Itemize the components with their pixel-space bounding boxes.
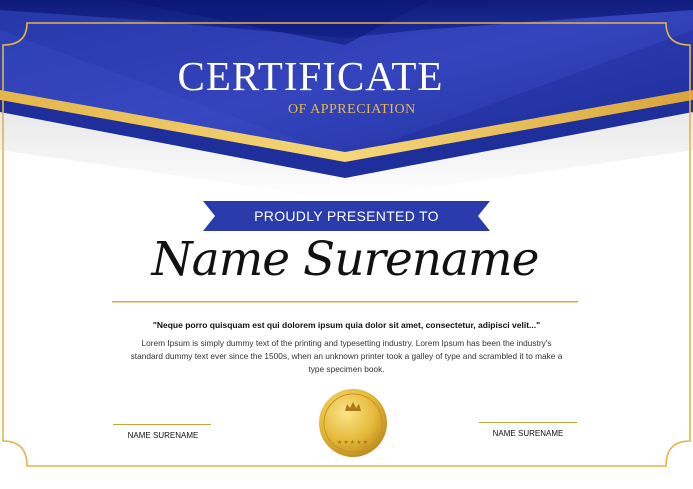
- signature-line-right: [479, 422, 577, 423]
- certificate-subtitle: OF APPRECIATION: [288, 102, 416, 117]
- presented-label: PROUDLY PRESENTED TO: [254, 208, 439, 224]
- gold-medal-icon: [319, 389, 387, 457]
- signature-line-left: [113, 424, 211, 425]
- name-underline: [112, 301, 578, 303]
- recipient-name: Name Surename: [151, 232, 539, 287]
- signature-name-left: NAME SURENAME: [127, 431, 199, 440]
- body-text: Lorem Ipsum is simply dummy text of the printing and typesetting industry. Lorem Ipsum has been the industry's standard dummy text ever since the 1500s, when an unknown printer took a galley of type and scrambled it to make a type specimen book.: [130, 338, 563, 374]
- svg-text:★★★★★: ★★★★★: [337, 439, 369, 446]
- quote-text: "Neque porro quisquam est qui dolorem ipsum quia dolor sit amet, consectetur, adipisci velit...": [152, 320, 541, 330]
- certificate-title: CERTIFICATE: [177, 53, 444, 99]
- signature-name-right: NAME SURENAME: [492, 429, 564, 438]
